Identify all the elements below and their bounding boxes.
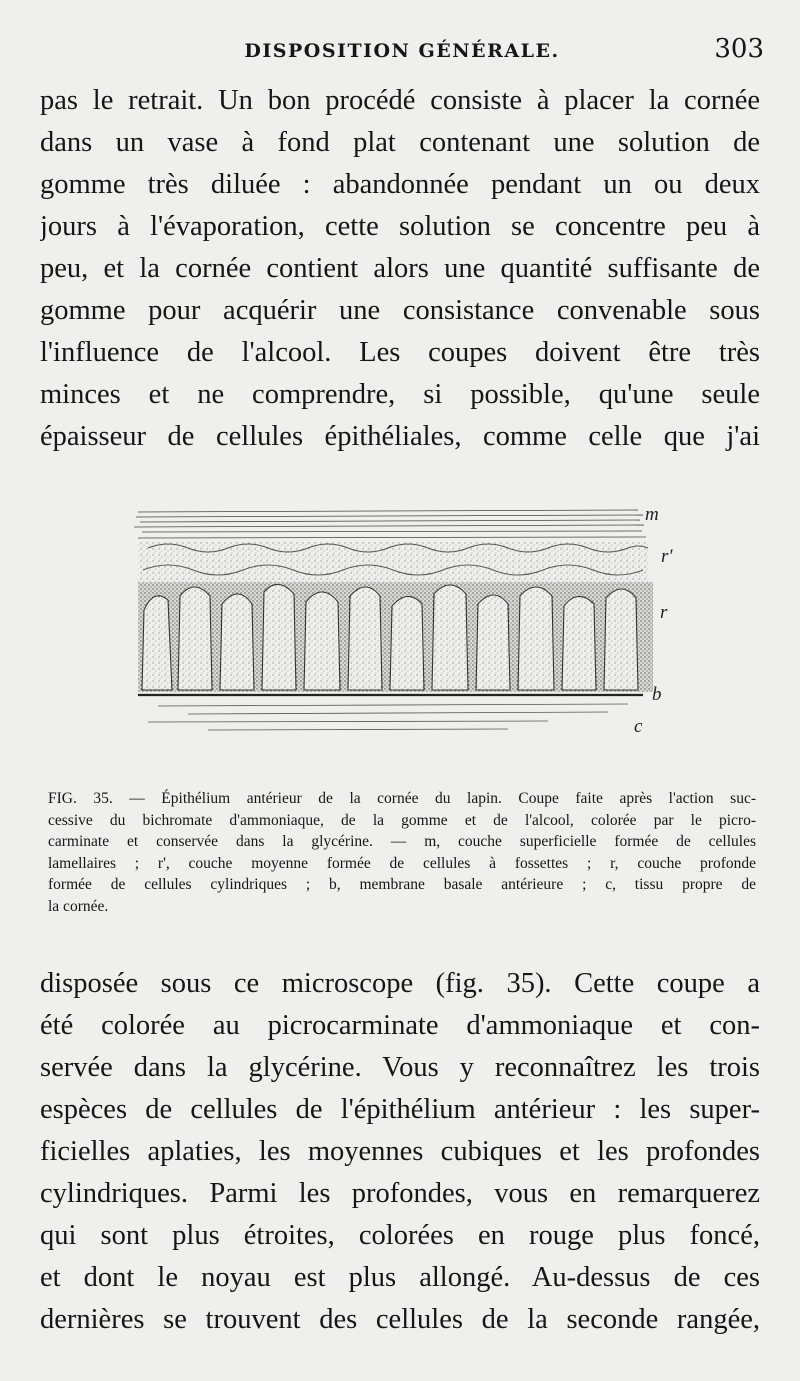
caption-line: FIG. 35. — Épithélium antérieur de la cornée du lapin. Coupe faite après l'action suc- [48,790,756,807]
text-line: pas le retrait. Un bon procédé consiste à placer la cornée [40,85,760,116]
text-line: servée dans la glycérine. Vous y reconnaîtrez les trois [40,1052,760,1083]
text-line: espèces de cellules de l'épithélium antérieur : les super- [40,1094,760,1125]
page-header [40,34,764,74]
text-line: jours à l'évaporation, cette solution se concentre peu à [40,211,760,242]
text-line: peu, et la cornée contient alors une quantité suffisante de [40,253,760,284]
text-line: dans un vase à fond plat contenant une solution de [40,127,760,158]
label-b: b [652,684,662,705]
text-line: épaisseur de cellules épithéliales, comme celle que j'ai [40,421,760,452]
caption-line: carminate et conservée dans la glycérine. — m, couche superficielle formée de cellules [48,833,756,850]
stroma-lines [148,704,628,730]
text-line: qui sont plus étroites, colorées en rouge plus foncé, [40,1220,760,1251]
caption-line: formée de cellules cylindriques ; b, membrane basale antérieure ; c, tissu propre de [48,876,756,893]
label-c: c [634,716,643,737]
page-number: 303 [714,34,764,64]
text-line: et dont le noyau est plus allongé. Au-dessus de ces [40,1262,760,1293]
text-line: disposée sous ce microscope (fig. 35). Cette coupe a [40,968,760,999]
caption-line: la cornée. [48,897,109,915]
epithelium-illustration [128,500,688,760]
text-line: gomme pour acquérir une consistance convenable sous [40,295,760,326]
caption-line: cessive du bichromate d'ammoniaque, de la gomme et de l'alcool, colorée par le picro- [48,811,756,829]
running-head: DISPOSITION GÉNÉRALE. [244,40,560,62]
text-line: dernières se trouvent des cellules de la seconde rangée, [40,1304,760,1335]
paragraph-lower [40,963,760,1341]
text-line: gomme très diluée : abandonnée pendant un ou deux [40,169,760,200]
text-line: minces et ne comprendre, si possible, qu'une seule [40,379,760,410]
label-r: r [660,602,668,623]
text-line: été colorée au picrocarminate d'ammoniaque et con- [40,1010,760,1041]
figure-corneal-epithelium [128,500,688,760]
text-line: cylindriques. Parmi les profondes, vous en remarquerez [40,1178,760,1209]
figure-caption [48,788,756,917]
label-r-prime: r' [661,546,673,567]
text-line: ficielles aplaties, les moyennes cubiques et les profondes [40,1136,760,1167]
superficial-layer [134,510,646,538]
caption-line: lamellaires ; r', couche moyenne formée de cellules à fossettes ; r, couche profonde [48,854,756,872]
text-line: l'influence de l'alcool. Les coupes doivent être très [40,337,760,368]
label-m: m [645,504,659,525]
paragraph-upper [40,80,760,458]
middle-layer [138,542,648,587]
